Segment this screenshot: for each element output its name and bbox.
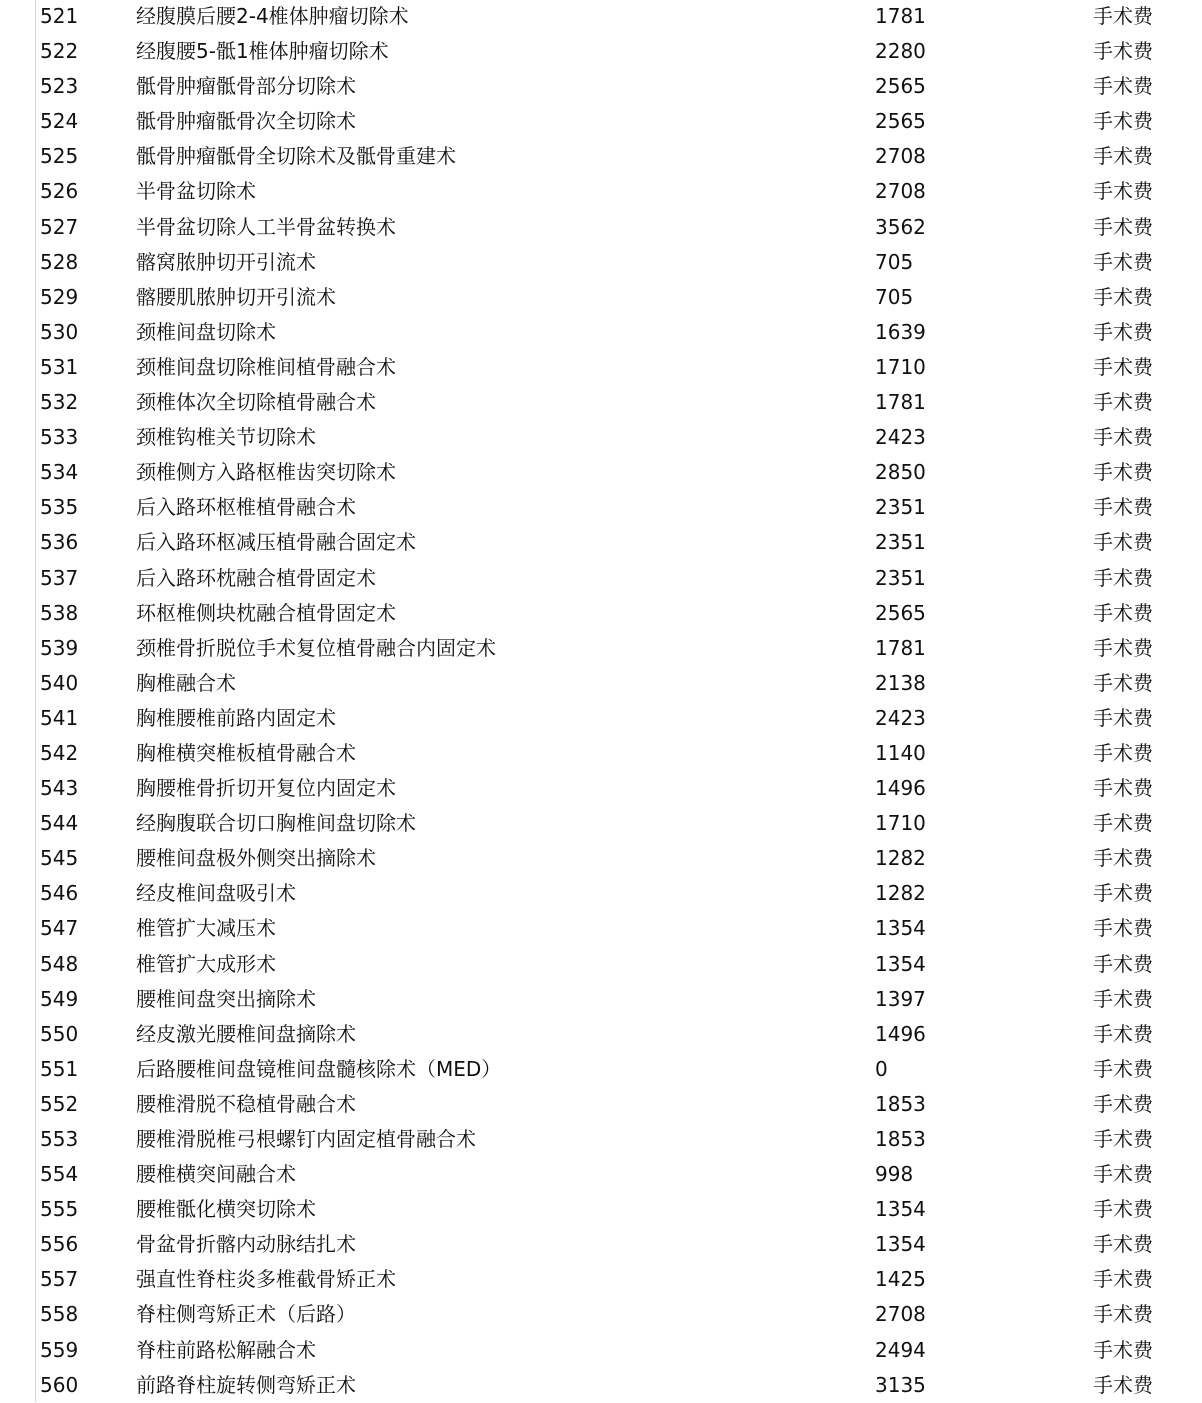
item-name-cell: 半骨盆切除术 <box>136 179 256 204</box>
table-row <box>0 280 1202 315</box>
item-category-cell: 手术费 <box>1093 811 1153 836</box>
item-number-cell: 529 <box>40 284 79 309</box>
item-number-cell: 541 <box>40 705 79 730</box>
item-category-cell: 手术费 <box>1093 1197 1153 1222</box>
item-category-cell: 手术费 <box>1093 670 1153 695</box>
item-price-cell: 2423 <box>875 425 926 450</box>
item-name-cell: 经腹膜后腰2-4椎体肿瘤切除术 <box>136 4 409 28</box>
item-number-cell: 536 <box>40 530 79 555</box>
item-number-cell: 559 <box>40 1337 79 1362</box>
item-price-cell: 2494 <box>875 1337 926 1362</box>
item-name-cell: 腰椎间盘极外侧突出摘除术 <box>136 846 376 871</box>
item-category-cell: 手术费 <box>1093 249 1153 274</box>
item-category-cell: 手术费 <box>1093 214 1153 239</box>
item-category-cell: 手术费 <box>1093 705 1153 730</box>
item-name-cell: 强直性脊柱炎多椎截骨矫正术 <box>136 1267 396 1292</box>
item-category-cell: 手术费 <box>1093 1337 1153 1362</box>
item-category-cell: 手术费 <box>1093 600 1153 625</box>
item-number-cell: 549 <box>40 986 79 1011</box>
item-name-cell: 经皮激光腰椎间盘摘除术 <box>136 1021 356 1046</box>
item-price-cell: 705 <box>875 249 914 274</box>
item-name-cell: 腰椎骶化横突切除术 <box>136 1197 316 1222</box>
table-row <box>0 420 1202 455</box>
item-name-cell: 颈椎间盘切除术 <box>136 319 276 344</box>
item-number-cell: 545 <box>40 846 79 871</box>
item-category-cell: 手术费 <box>1093 460 1153 485</box>
item-price-cell: 2565 <box>875 600 926 625</box>
item-number-cell: 526 <box>40 179 79 204</box>
item-category-cell: 手术费 <box>1093 846 1153 871</box>
item-price-cell: 1781 <box>875 390 926 415</box>
table-row <box>0 982 1202 1017</box>
item-number-cell: 528 <box>40 249 79 274</box>
item-price-cell: 1354 <box>875 1232 926 1257</box>
item-name-cell: 髂窝脓肿切开引流术 <box>136 249 316 274</box>
item-price-cell: 1425 <box>875 1267 926 1292</box>
table-row <box>0 104 1202 139</box>
item-number-cell: 543 <box>40 776 79 801</box>
item-name-cell: 骶骨肿瘤骶骨全切除术及骶骨重建术 <box>136 144 456 169</box>
item-name-cell: 胸椎融合术 <box>136 670 236 695</box>
item-category-cell: 手术费 <box>1093 1302 1153 1327</box>
item-number-cell: 552 <box>40 1091 79 1116</box>
item-name-cell: 胸椎横突椎板植骨融合术 <box>136 740 356 765</box>
item-category-cell: 手术费 <box>1093 354 1153 379</box>
item-name-cell: 前路脊柱旋转侧弯矫正术 <box>136 1372 356 1397</box>
item-name-cell: 后入路环枢椎植骨融合术 <box>136 495 356 520</box>
item-number-cell: 522 <box>40 39 79 64</box>
item-category-cell: 手术费 <box>1093 495 1153 520</box>
item-number-cell: 560 <box>40 1372 79 1397</box>
item-name-cell: 环枢椎侧块枕融合植骨固定术 <box>136 600 396 625</box>
item-number-cell: 537 <box>40 565 79 590</box>
item-price-cell: 1710 <box>875 354 926 379</box>
table-row <box>0 561 1202 596</box>
item-name-cell: 后入路环枢减压植骨融合固定术 <box>136 530 416 555</box>
item-name-cell: 椎管扩大成形术 <box>136 951 276 976</box>
item-category-cell: 手术费 <box>1093 109 1153 134</box>
item-number-cell: 547 <box>40 916 79 941</box>
item-number-cell: 521 <box>40 4 79 28</box>
item-number-cell: 534 <box>40 460 79 485</box>
item-number-cell: 531 <box>40 354 79 379</box>
item-price-cell: 3135 <box>875 1372 926 1397</box>
item-category-cell: 手术费 <box>1093 740 1153 765</box>
item-name-cell: 颈椎钩椎关节切除术 <box>136 425 316 450</box>
table-row <box>0 841 1202 876</box>
item-name-cell: 颈椎体次全切除植骨融合术 <box>136 390 376 415</box>
table-row <box>0 174 1202 209</box>
item-name-cell: 颈椎侧方入路枢椎齿突切除术 <box>136 460 396 485</box>
item-category-cell: 手术费 <box>1093 530 1153 555</box>
table-row <box>0 1333 1202 1368</box>
item-number-cell: 524 <box>40 109 79 134</box>
item-category-cell: 手术费 <box>1093 916 1153 941</box>
item-price-cell: 1781 <box>875 4 926 28</box>
table-row <box>0 455 1202 490</box>
item-name-cell: 颈椎间盘切除椎间植骨融合术 <box>136 354 396 379</box>
item-name-cell: 椎管扩大减压术 <box>136 916 276 941</box>
table-row <box>0 210 1202 245</box>
table-row <box>0 876 1202 911</box>
item-price-cell: 2708 <box>875 1302 926 1327</box>
item-name-cell: 经腹腰5-骶1椎体肿瘤切除术 <box>136 39 389 64</box>
table-row <box>0 1192 1202 1227</box>
item-price-cell: 1354 <box>875 916 926 941</box>
item-price-cell: 1496 <box>875 776 926 801</box>
item-name-cell: 胸椎腰椎前路内固定术 <box>136 705 336 730</box>
item-price-cell: 2351 <box>875 565 926 590</box>
table-row <box>0 701 1202 736</box>
item-name-cell: 胸腰椎骨折切开复位内固定术 <box>136 776 396 801</box>
table-row <box>0 911 1202 946</box>
item-number-cell: 557 <box>40 1267 79 1292</box>
item-price-cell: 0 <box>875 1056 888 1081</box>
item-price-cell: 2423 <box>875 705 926 730</box>
item-price-cell: 1710 <box>875 811 926 836</box>
item-name-cell: 脊柱侧弯矫正术（后路） <box>136 1302 356 1327</box>
item-price-cell: 2850 <box>875 460 926 485</box>
item-price-cell: 2138 <box>875 670 926 695</box>
item-price-cell: 2565 <box>875 74 926 99</box>
item-name-cell: 髂腰肌脓肿切开引流术 <box>136 284 336 309</box>
item-price-cell: 1853 <box>875 1127 926 1151</box>
item-category-cell: 手术费 <box>1093 319 1153 344</box>
item-category-cell: 手术费 <box>1093 284 1153 309</box>
table-row <box>0 350 1202 385</box>
table-row <box>0 631 1202 666</box>
item-name-cell: 骶骨肿瘤骶骨次全切除术 <box>136 109 356 134</box>
table-row <box>0 1157 1202 1192</box>
item-number-cell: 525 <box>40 144 79 169</box>
item-category-cell: 手术费 <box>1093 179 1153 204</box>
item-category-cell: 手术费 <box>1093 1162 1153 1187</box>
item-number-cell: 558 <box>40 1302 79 1327</box>
item-name-cell: 腰椎滑脱椎弓根螺钉内固定植骨融合术 <box>136 1127 476 1151</box>
item-price-cell: 2351 <box>875 495 926 520</box>
item-category-cell: 手术费 <box>1093 1372 1153 1397</box>
table-row <box>0 596 1202 631</box>
item-category-cell: 手术费 <box>1093 635 1153 660</box>
item-number-cell: 554 <box>40 1162 79 1187</box>
item-price-cell: 2280 <box>875 39 926 64</box>
item-category-cell: 手术费 <box>1093 565 1153 590</box>
item-name-cell: 腰椎横突间融合术 <box>136 1162 296 1187</box>
table-row <box>0 0 1202 34</box>
item-category-cell: 手术费 <box>1093 951 1153 976</box>
item-price-cell: 1496 <box>875 1021 926 1046</box>
item-category-cell: 手术费 <box>1093 1267 1153 1292</box>
item-number-cell: 542 <box>40 740 79 765</box>
item-price-cell: 2565 <box>875 109 926 134</box>
item-price-cell: 705 <box>875 284 914 309</box>
table-row <box>0 139 1202 174</box>
item-price-cell: 1781 <box>875 635 926 660</box>
item-name-cell: 颈椎骨折脱位手术复位植骨融合内固定术 <box>136 635 496 660</box>
item-category-cell: 手术费 <box>1093 39 1153 64</box>
item-number-cell: 533 <box>40 425 79 450</box>
table-row <box>0 315 1202 350</box>
item-number-cell: 532 <box>40 390 79 415</box>
item-category-cell: 手术费 <box>1093 1127 1153 1151</box>
item-number-cell: 538 <box>40 600 79 625</box>
item-category-cell: 手术费 <box>1093 986 1153 1011</box>
item-number-cell: 530 <box>40 319 79 344</box>
table-row <box>0 245 1202 280</box>
item-category-cell: 手术费 <box>1093 144 1153 169</box>
item-number-cell: 535 <box>40 495 79 520</box>
item-category-cell: 手术费 <box>1093 1021 1153 1046</box>
item-name-cell: 半骨盆切除人工半骨盆转换术 <box>136 214 396 239</box>
item-category-cell: 手术费 <box>1093 4 1153 28</box>
item-name-cell: 后入路环枕融合植骨固定术 <box>136 565 376 590</box>
table-row <box>0 34 1202 69</box>
item-price-cell: 1354 <box>875 1197 926 1222</box>
item-category-cell: 手术费 <box>1093 425 1153 450</box>
item-category-cell: 手术费 <box>1093 1232 1153 1257</box>
table-row <box>0 385 1202 420</box>
item-name-cell: 腰椎间盘突出摘除术 <box>136 986 316 1011</box>
item-name-cell: 脊柱前路松解融合术 <box>136 1337 316 1362</box>
item-category-cell: 手术费 <box>1093 390 1153 415</box>
item-price-cell: 2708 <box>875 144 926 169</box>
item-category-cell: 手术费 <box>1093 1091 1153 1116</box>
item-category-cell: 手术费 <box>1093 776 1153 801</box>
table-row <box>0 1017 1202 1052</box>
table-row <box>0 947 1202 982</box>
table-row <box>0 525 1202 560</box>
table-row <box>0 771 1202 806</box>
table-row <box>0 490 1202 525</box>
table-row <box>0 736 1202 771</box>
table-row <box>0 1297 1202 1332</box>
item-category-cell: 手术费 <box>1093 881 1153 906</box>
item-name-cell: 经皮椎间盘吸引术 <box>136 881 296 906</box>
table-row <box>0 1052 1202 1087</box>
item-price-cell: 2708 <box>875 179 926 204</box>
item-number-cell: 555 <box>40 1197 79 1222</box>
table-row <box>0 1122 1202 1157</box>
table-row <box>0 806 1202 841</box>
item-price-cell: 2351 <box>875 530 926 555</box>
item-name-cell: 骨盆骨折髂内动脉结扎术 <box>136 1232 356 1257</box>
item-name-cell: 骶骨肿瘤骶骨部分切除术 <box>136 74 356 99</box>
table-row <box>0 1227 1202 1262</box>
item-price-cell: 1639 <box>875 319 926 344</box>
item-number-cell: 546 <box>40 881 79 906</box>
item-number-cell: 544 <box>40 811 79 836</box>
item-price-cell: 998 <box>875 1162 914 1187</box>
item-number-cell: 527 <box>40 214 79 239</box>
item-name-cell: 腰椎滑脱不稳植骨融合术 <box>136 1091 356 1116</box>
item-price-cell: 1397 <box>875 986 926 1011</box>
item-price-cell: 1282 <box>875 881 926 906</box>
item-price-cell: 3562 <box>875 214 926 239</box>
item-number-cell: 550 <box>40 1021 79 1046</box>
table-row <box>0 1262 1202 1297</box>
item-number-cell: 540 <box>40 670 79 695</box>
item-name-cell: 经胸腹联合切口胸椎间盘切除术 <box>136 811 416 836</box>
item-category-cell: 手术费 <box>1093 74 1153 99</box>
table-row <box>0 1368 1202 1403</box>
table-row <box>0 666 1202 701</box>
item-number-cell: 539 <box>40 635 79 660</box>
item-number-cell: 556 <box>40 1232 79 1257</box>
item-price-cell: 1140 <box>875 740 926 765</box>
item-number-cell: 551 <box>40 1056 79 1081</box>
item-name-cell: 后路腰椎间盘镜椎间盘髓核除术（MED） <box>136 1056 502 1081</box>
item-number-cell: 553 <box>40 1127 79 1151</box>
item-price-cell: 1853 <box>875 1091 926 1116</box>
table-row <box>0 1087 1202 1122</box>
item-number-cell: 523 <box>40 74 79 99</box>
table-row <box>0 69 1202 104</box>
item-category-cell: 手术费 <box>1093 1056 1153 1081</box>
item-price-cell: 1282 <box>875 846 926 871</box>
item-number-cell: 548 <box>40 951 79 976</box>
item-price-cell: 1354 <box>875 951 926 976</box>
